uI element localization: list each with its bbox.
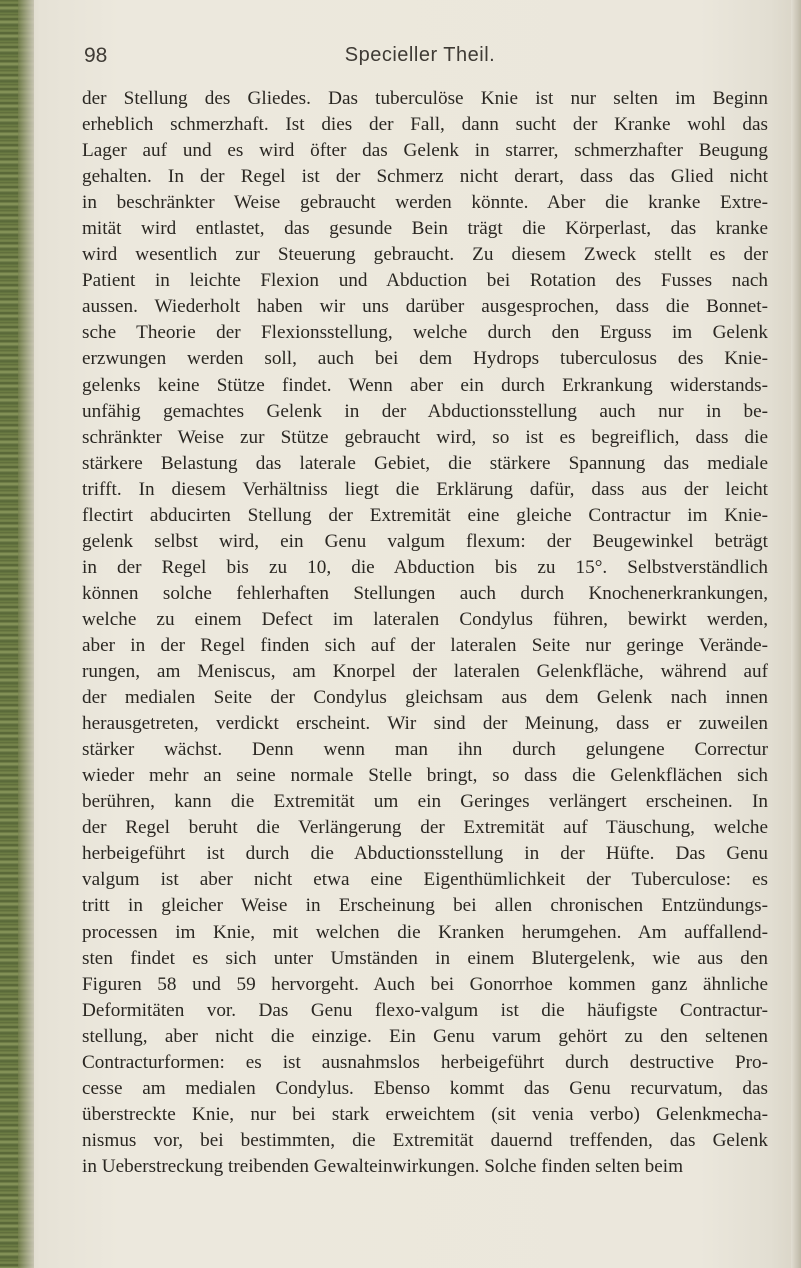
page-number: 98 <box>84 44 108 67</box>
text-line: der Regel beruht die Verlängerung der Extremität auf Täuschung, welche <box>82 817 768 839</box>
text-line: unfähig gemachtes Gelenk in der Abductionsstellung auch nur in be- <box>82 400 768 422</box>
text-line: sche Theorie der Flexionsstellung, welche durch den Erguss im Gelenk <box>82 322 768 344</box>
text-line: gehalten. In der Regel ist der Schmerz nicht derart, dass das Glied nicht <box>82 166 768 188</box>
text-line: gelenks keine Stütze findet. Wenn aber ein durch Erkrankung widerstands- <box>82 374 768 396</box>
text-line: berühren, kann die Extremität um ein Geringes verlängert erscheinen. In <box>82 791 768 813</box>
book-binding-edge <box>0 0 34 1268</box>
text-line: schränkter Weise zur Stütze gebraucht wird, so ist es begreiflich, dass die <box>82 426 768 448</box>
text-line: Lager auf und es wird öfter das Gelenk in starrer, schmerzhafter Beugung <box>82 140 768 162</box>
text-line: der medialen Seite der Condylus gleichsam aus dem Gelenk nach innen <box>82 687 768 709</box>
text-line: cesse am medialen Condylus. Ebenso kommt das Genu recurvatum, das <box>82 1077 768 1099</box>
text-line: mität wird entlastet, das gesunde Bein trägt die Körperlast, das kranke <box>82 218 768 240</box>
text-line: können solche fehlerhaften Stellungen auch durch Knochenerkrankungen, <box>82 582 768 604</box>
text-line: gelenk selbst wird, ein Genu valgum flexum: der Beugewinkel beträgt <box>82 530 768 552</box>
text-line: stärkere Belastung das laterale Gebiet, die stärkere Spannung das mediale <box>82 452 768 474</box>
text-line: herausgetreten, verdickt erscheint. Wir sind der Meinung, dass er zuweilen <box>82 713 768 735</box>
text-line: überstreckte Knie, nur bei stark erweichtem (sit venia verbo) Gelenkmecha- <box>82 1103 768 1125</box>
text-line: der Stellung des Gliedes. Das tuberculöse Knie ist nur selten im Beginn <box>82 88 768 109</box>
text-line: erzwungen werden soll, auch bei dem Hydrops tuberculosus des Knie- <box>82 348 768 370</box>
text-line: wieder mehr an seine normale Stelle bringt, so dass die Gelenkflächen sich <box>82 765 768 787</box>
text-line: flectirt abducirten Stellung der Extremität eine gleiche Contractur im Knie- <box>82 504 768 526</box>
text-line: Patient in leichte Flexion und Abduction bei Rotation des Fusses nach <box>82 270 768 292</box>
text-line: tritt in gleicher Weise in Erscheinung bei allen chronischen Entzündungs- <box>82 895 768 917</box>
running-head: Specieller Theil. <box>344 44 496 66</box>
text-line: erheblich schmerzhaft. Ist dies der Fall, dann sucht der Kranke wohl das <box>82 114 768 136</box>
text-line: trifft. In diesem Verhältniss liegt die Erklärung dafür, dass aus der leicht <box>82 478 768 500</box>
text-line: aussen. Wiederholt haben wir uns darüber ausgesprochen, dass die Bonnet- <box>82 296 768 318</box>
text-line: herbeigeführt ist durch die Abductionsstellung in der Hüfte. Das Genu <box>82 843 768 865</box>
page-header <box>80 44 760 78</box>
text-line: in der Regel bis zu 10, die Abduction bis zu 15°. Selbstverständlich <box>82 556 768 578</box>
text-line: processen im Knie, mit welchen die Kranken herumgehen. Am auffallend- <box>82 921 768 943</box>
text-line: valgum ist aber nicht etwa eine Eigenthümlichkeit der Tuberculose: es <box>82 869 768 891</box>
page-right-edge <box>791 0 801 1268</box>
text-line: aber in der Regel finden sich auf der lateralen Seite nur geringe Verände- <box>82 634 768 656</box>
text-line: welche zu einem Defect im lateralen Condylus führen, bewirkt werden, <box>82 608 768 630</box>
text-line: stärker wächst. Denn wenn man ihn durch gelungene Correctur <box>82 739 768 761</box>
text-line: nismus vor, bei bestimmten, die Extremität dauernd treffenden, das Gelenk <box>82 1129 768 1151</box>
text-line: sten findet es sich unter Umständen in einem Blutergelenk, wie aus den <box>82 947 768 969</box>
text-line: wird wesentlich zur Steuerung gebraucht. Zu diesem Zweck stellt es der <box>82 244 768 266</box>
text-line: in Ueberstreckung treibenden Gewalteinwirkungen. Solche finden selten beim <box>82 1155 684 1177</box>
text-line: in beschränkter Weise gebraucht werden könnte. Aber die kranke Extre- <box>82 192 768 214</box>
text-line: Figuren 58 und 59 hervorgeht. Auch bei Gonorrhoe kommen ganz ähnliche <box>82 973 768 995</box>
text-line: rungen, am Meniscus, am Knorpel der lateralen Gelenkfläche, während auf <box>82 661 768 683</box>
text-line: stellung, aber nicht die einzige. Ein Genu varum gehört zu den seltenen <box>82 1025 768 1047</box>
text-line: Contracturformen: es ist ausnahmslos herbeigeführt durch destructive Pro- <box>82 1051 768 1073</box>
text-line: Deformitäten vor. Das Genu flexo-valgum ist die häufigste Contractur- <box>82 999 768 1021</box>
body-text <box>82 86 768 1236</box>
